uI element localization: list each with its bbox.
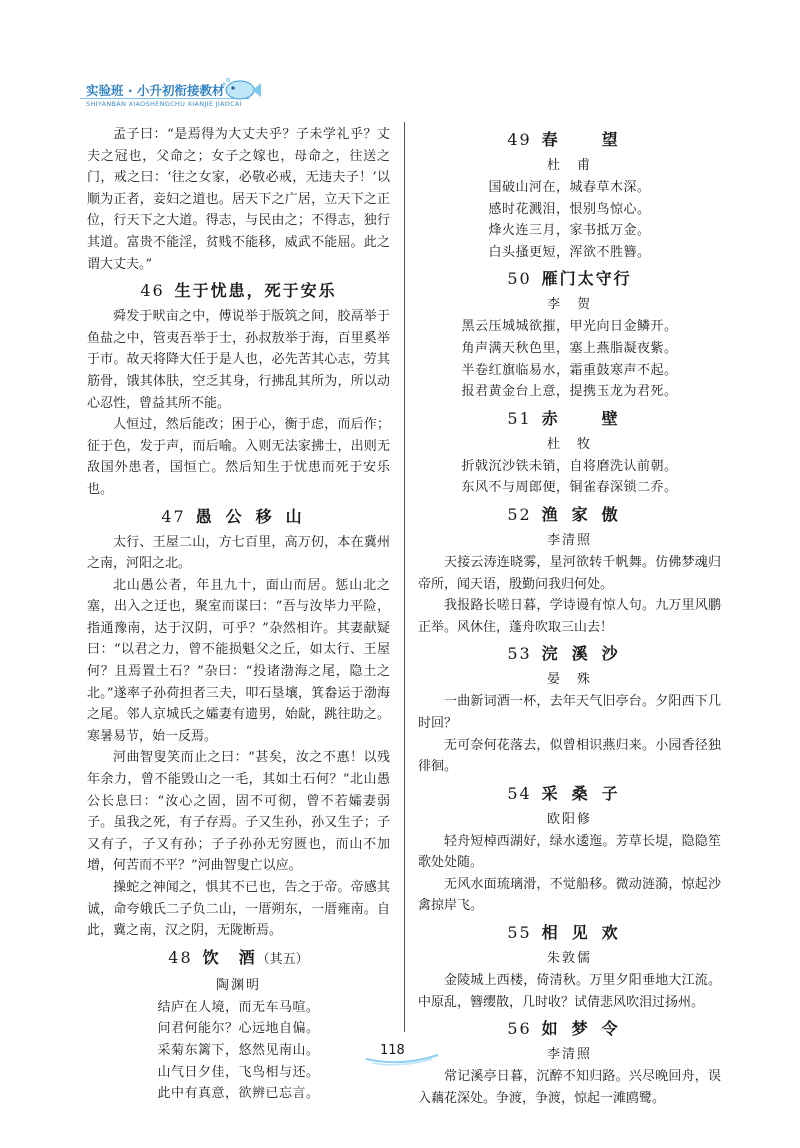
section-number: 52: [507, 504, 532, 524]
section-49-heading: [418, 126, 721, 153]
author: 杜 牧: [546, 436, 592, 452]
section-title: 春 望: [541, 130, 632, 149]
section-53-heading: [418, 640, 721, 667]
poem-line: 东风不与周郎便，铜雀春深锁二乔。: [461, 480, 678, 496]
poem-line: 结庐在人境，而无车马喧。: [157, 999, 320, 1015]
section-number: 56: [507, 1019, 532, 1039]
author: 陶渊明: [215, 977, 261, 993]
section-number: 54: [507, 783, 532, 803]
section-51-heading: [418, 405, 721, 432]
author: 晏 殊: [546, 672, 592, 688]
brand-pinyin: SHIYANBAN XIAOSHENGCHU XIANJIE JIAOCAI: [86, 100, 242, 108]
paragraph: 常记溪亭日暮，沉醉不知归路。兴尽晚回舟，误入藕花深处。争渡，争渡，惊起一滩鸥鹭。: [418, 1069, 721, 1106]
section-title: 渔家傲: [541, 504, 632, 524]
section-title: 浣溪沙: [541, 644, 632, 664]
poem-line: 烽火连三月，家书抵万金。: [488, 223, 651, 239]
section-title: 赤 壁: [541, 408, 632, 428]
section-number: 53: [507, 644, 532, 664]
paragraph: 轻舟短棹西湖好，绿水逶迤。芳草长堤，隐隐笙歌处处随。: [418, 833, 721, 871]
section-title: 饮 酒: [202, 947, 257, 967]
page-number: 118: [380, 1043, 405, 1058]
page-number-badge: [362, 1037, 442, 1067]
section-52-heading: [418, 501, 721, 528]
section-title: 如梦令: [541, 1019, 632, 1039]
paragraph: 舜发于畎亩之中，傅说举于版筑之间，胶鬲举于鱼盐之中，管夷吾举于士，孙叔敖举于海，百里奚举于市。故天将降大任于是人也，必先苦其心志，劳其筋骨，饿其体肤，空乏其身，行拂乱其所为，所以动心忍性，曾益其所不能。: [87, 309, 390, 411]
section-title: 雁门太守行: [541, 269, 632, 289]
section-number: 46: [140, 281, 165, 301]
brand-title: 实验班 · 小升初衔接教材: [86, 83, 225, 98]
section-title: 采桑子: [541, 783, 632, 803]
section-50-heading: [418, 265, 721, 292]
poem-line: 半卷红旗临易水，霜重鼓寒声不起。: [461, 362, 678, 378]
section-title: 生于忧患，死于安乐: [174, 281, 337, 301]
poem-line: 角声满天秋色里，塞上燕脂凝夜紫。: [461, 340, 678, 356]
section-number: 49: [507, 130, 532, 149]
poem-line: 问君何能尔？心远地自偏。: [157, 1021, 320, 1037]
author: 杜 甫: [546, 158, 592, 173]
paragraph: 无风水面琉璃滑，不觉船移。微动涟漪，惊起沙禽掠岸飞。: [418, 876, 721, 914]
paragraph: 天接云涛连晓雾，星河欲转千帆舞。仿佛梦魂归帝所，闻天语，殷勤问我归何处。: [418, 554, 721, 592]
author: 朱敦儒: [546, 951, 592, 967]
paragraph: 北山愚公者，年且九十，面山而居。惩山北之塞，出入之迂也，聚室而谋曰：“吾与汝毕力平险，指通豫南，达于汉阴，可乎？”杂然相许。其妻献疑曰：“以君之力，曾不能损魁父之丘，如太行、王屋何？且焉置土石？”杂曰：“投诸渤海之尾，隐土之北。”遂率子孙荷担者三夫，叩石垦壤，箕畚运于渤海之尾。邻人京城氏之孀妻有遗男，始龀，跳往助之。寒暑易节，始一反焉。: [87, 577, 390, 744]
section-number: 51: [507, 408, 532, 428]
paragraph: 操蛇之神闻之，惧其不已也，告之于帝。帝感其诚，命夸娥氏二子负二山，一厝朔东，一厝雍南。自此，冀之南，汉之阴，无陇断焉。: [87, 880, 390, 939]
paragraph: 我报路长嗟日暮，学诗谩有惊人句。九万里风鹏正举。风休住，蓬舟吹取三山去！: [418, 598, 721, 635]
mencius-paragraph: 孟子曰：“是焉得为大丈夫乎？子未学礼乎？丈夫之冠也，父命之；女子之嫁也，母命之，往送之门，戒之曰：‘往之女家，必敬必戒，无违夫子！’以顺为正者，妾妇之道也。居天下之广居，立天下之正位，行天下之大道。得志，与民由之；不得志，独行其道。富贵不能淫，贫贱不能移，威武不能屈。此之谓大丈夫。”: [87, 127, 390, 272]
section-55-heading: [418, 919, 721, 946]
author: 李清照: [546, 1047, 592, 1063]
poem-line: 报君黄金台上意，提携玉龙为君死。: [461, 384, 678, 400]
section-47-heading: [87, 503, 390, 530]
section-number: 50: [507, 269, 532, 289]
poem-line: 感时花溅泪，恨别鸟惊心。: [488, 201, 651, 217]
paragraph: 金陵城上西楼，倚清秋。万里夕阳垂地大江流。中原乱，簪缨散，几时收？试倩悲风吹泪过扬州。: [418, 973, 721, 1010]
poem-line: 折戟沉沙铁未销，自将磨洗认前朝。: [461, 458, 678, 474]
section-48-heading: [87, 944, 390, 973]
column-divider: [404, 122, 405, 1032]
left-column: [87, 124, 390, 1105]
paragraph: 河曲智叟笑而止之曰：“甚矣，汝之不惠！以残年余力，曾不能毁山之一毛，其如土石何？”北山愚公长息曰：“汝心之固，固不可彻，曾不若孀妻弱子。虽我之死，有子存焉。子又生孙，孙又生子；子又有子，子又有孙；子子孙孙无穷匮也，而山不加增，何苦而不平？”河曲智叟亡以应。: [87, 750, 390, 874]
section-number: 47: [161, 506, 186, 526]
section-title: 愚公移山: [195, 506, 316, 526]
paragraph: 人恒过，然后能改；困于心，衡于虑，而后作；征于色，发于声，而后喻。入则无法家拂士，出则无敌国外患者，国恒亡。然后知生于忧患而死于安乐也。: [87, 417, 390, 497]
author: 李 贺: [546, 297, 592, 313]
section-56-heading: [418, 1015, 721, 1042]
author: 李清照: [546, 532, 592, 548]
paragraph: 太行、王屋二山，方七百里，高万仞，本在冀州之南，河阳之北。: [87, 534, 390, 572]
section-number: 48: [168, 947, 193, 967]
poem-line: 国破山河在，城春草木深。: [488, 180, 651, 195]
section-note: （其五）: [256, 951, 309, 967]
poem-line: 山气日夕佳，飞鸟相与还。: [157, 1064, 320, 1080]
poem-line: 白头搔更短，浑欲不胜簪。: [488, 244, 651, 260]
right-column: [418, 124, 721, 1109]
section-54-heading: [418, 780, 721, 807]
author: 欧阳修: [546, 811, 592, 827]
poem-line: 黑云压城城欲摧，甲光向日金鳞开。: [461, 319, 678, 335]
paragraph: 无可奈何花落去，似曾相识燕归来。小园香径独徘徊。: [418, 737, 721, 775]
section-46-heading: [87, 277, 390, 304]
fish-logo-icon: [222, 76, 262, 102]
paragraph: 一曲新词酒一杯，去年天气旧亭台。夕阳西下几时回？: [418, 694, 721, 731]
poem-line: 采菊东篱下，悠然见南山。: [157, 1042, 320, 1058]
section-number: 55: [507, 923, 532, 943]
section-title: 相见欢: [541, 923, 632, 943]
poem-line: 此中有真意，欲辨已忘言。: [157, 1086, 320, 1102]
brand-header: [76, 78, 266, 118]
